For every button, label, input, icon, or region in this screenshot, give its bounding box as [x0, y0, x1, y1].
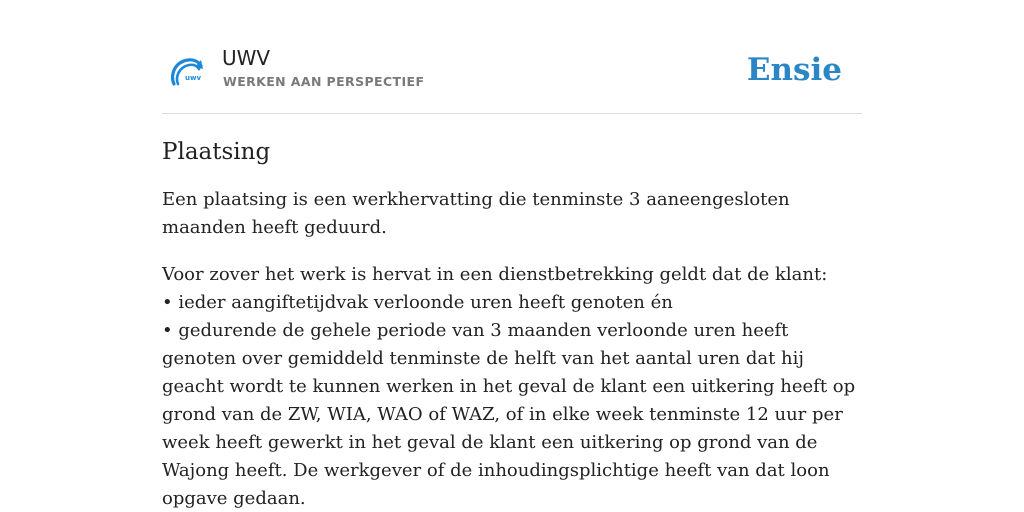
condition-bullet: • ieder aangiftetijdvak verloonde uren heeft genoten én: [162, 292, 673, 313]
term-title: Plaatsing: [162, 139, 271, 165]
conditions-paragraph: [162, 261, 862, 512]
definition-paragraph: Een plaatsing is een werkhervatting die tenminste 3 aaneengesloten maanden heeft geduurd.: [162, 189, 790, 238]
svg-text:uwv: uwv: [185, 74, 202, 82]
condition-bullet: • gedurende de gehele periode van 3 maanden verloonde uren heeft genoten over gemiddeld tenminste de helft van het aantal uren dat hij geacht wordt te kunnen werken in het geval de klant een uitkering heeft op grond van de ZW, WIA, WAO of WAZ, of in elke week tenminste 12 uur per week heeft gewerkt in het geval de klant een uitkering op grond van de Wajong heeft. De werkgever of de inhoudingsplichtige heeft van dat loon opgave gedaan.: [162, 320, 856, 509]
org-tagline: WERKEN AAN PERSPECTIEF: [223, 74, 425, 89]
article: [162, 135, 862, 512]
uwv-logo-icon[interactable]: [168, 54, 204, 88]
ensie-brand-link[interactable]: Ensie: [746, 52, 842, 88]
conditions-intro: Voor zover het werk is hervat in een dienstbetrekking geldt dat de klant:: [162, 264, 828, 285]
org-name: UWV: [222, 46, 271, 70]
site-header: [162, 40, 862, 114]
